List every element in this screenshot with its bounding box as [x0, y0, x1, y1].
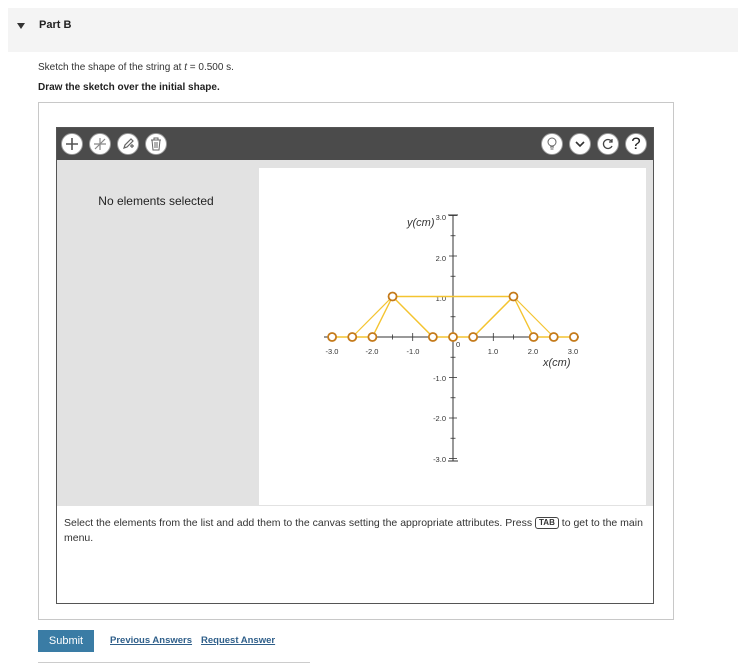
hint-icon[interactable]: [541, 133, 563, 155]
x-tick-label: 2.0: [527, 347, 539, 356]
string-point[interactable]: [348, 333, 356, 341]
x-tick-label: 3.0: [567, 347, 579, 356]
part-header[interactable]: [8, 8, 738, 52]
add-icon[interactable]: [61, 133, 83, 155]
prompt-instruction: Draw the sketch over the initial shape.: [38, 82, 220, 93]
request-answer-link[interactable]: Request Answer: [201, 635, 276, 646]
y-tick-label: -2.0: [433, 414, 446, 423]
string-point[interactable]: [530, 333, 538, 341]
string-point[interactable]: [389, 293, 397, 301]
reset-icon[interactable]: [597, 133, 619, 155]
chevron-down-icon[interactable]: [569, 133, 591, 155]
string-segment: [513, 297, 553, 338]
help-icon[interactable]: ?: [625, 133, 647, 155]
x-axis-label: x(cm): [543, 357, 571, 369]
edit-icon[interactable]: [117, 133, 139, 155]
string-segment: [352, 297, 392, 338]
y-tick-label: -1.0: [433, 374, 446, 383]
origin-label: 0: [456, 340, 461, 349]
submit-button[interactable]: Submit: [38, 630, 94, 652]
string-point[interactable]: [368, 333, 376, 341]
divider: [38, 662, 310, 663]
x-tick-label: 1.0: [487, 347, 499, 356]
string-point[interactable]: [550, 333, 558, 341]
drawing-toolbar: [57, 128, 653, 160]
collapse-caret-icon[interactable]: [17, 23, 25, 29]
element-list-panel[interactable]: [57, 160, 255, 506]
string-point[interactable]: [570, 333, 578, 341]
tab-key-badge: TAB: [535, 517, 559, 529]
trash-icon[interactable]: [145, 133, 167, 155]
part-title: Part B: [39, 19, 72, 31]
y-axis-label: y(cm): [407, 217, 435, 229]
string-point[interactable]: [509, 293, 517, 301]
x-tick-label: -3.0: [325, 347, 339, 356]
no-vector-icon[interactable]: [89, 133, 111, 155]
y-tick-label: 3.0: [435, 213, 446, 222]
string-point[interactable]: [469, 333, 477, 341]
string-point[interactable]: [429, 333, 437, 341]
prompt-text: Sketch the shape of the string at t = 0.500 s.: [38, 62, 234, 73]
graph-canvas[interactable]: [259, 168, 646, 505]
instructions-text: Select the elements from the list and add them to the canvas setting the appropriate attributes. Press TAB to get to the main menu.: [64, 517, 643, 544]
y-tick-label: 2.0: [435, 254, 446, 263]
x-tick-label: -1.0: [406, 347, 420, 356]
y-tick-label: 1.0: [435, 294, 446, 303]
x-tick-label: -2.0: [365, 347, 379, 356]
previous-answers-link[interactable]: Previous Answers: [110, 635, 193, 646]
string-point[interactable]: [328, 333, 336, 341]
no-selection-text: No elements selected: [98, 194, 214, 208]
y-tick-label: -3.0: [433, 455, 446, 464]
string-point[interactable]: [449, 333, 457, 341]
